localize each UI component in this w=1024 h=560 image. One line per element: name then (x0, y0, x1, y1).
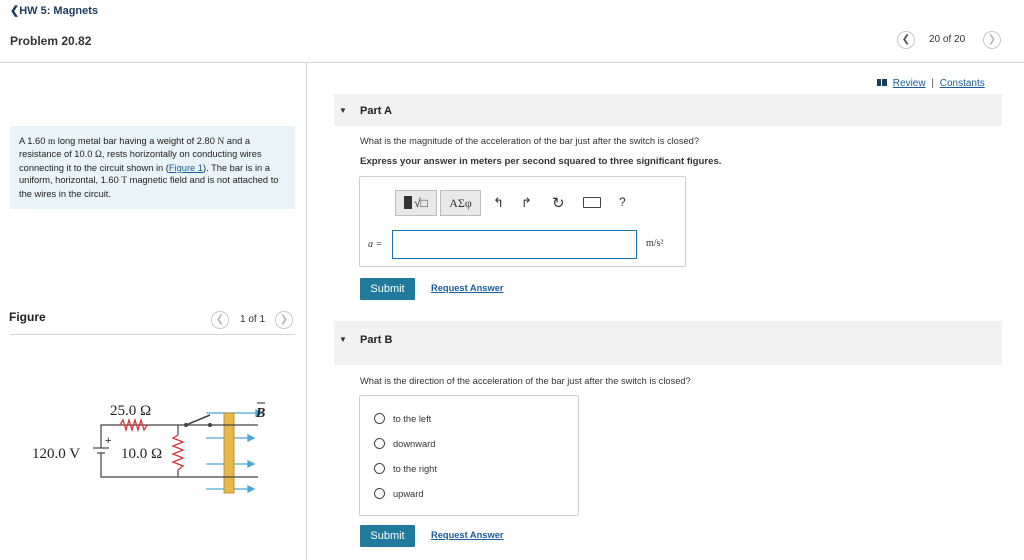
header-divider (0, 62, 1024, 63)
radio-button[interactable] (374, 413, 385, 424)
part-b-submit-button[interactable]: Submit (360, 525, 415, 547)
part-b-header[interactable] (334, 321, 1002, 365)
part-a-title: Part A (360, 105, 392, 117)
undo-icon[interactable]: ↰ (493, 195, 504, 210)
answer-input[interactable] (392, 230, 637, 259)
back-to-assignment-link[interactable]: ❮HW 5: Magnets (10, 5, 99, 17)
radio-button[interactable] (374, 438, 385, 449)
templates-button[interactable]: √□ (395, 190, 437, 216)
problem-statement: A 1.60 m long metal bar having a weight of 2.80 N and a resistance of 10.0 Ω, rests horizontally on conducting wires connecting it to the circuit shown in (Figure 1). The bar is in a uniform, horizontal, 1.60 T magnetic field and is not attached to the wires in the circuit. (10, 126, 295, 209)
review-link[interactable]: Review (892, 78, 926, 89)
redo-icon[interactable]: ↱ (521, 195, 532, 210)
circuit-diagram (28, 395, 268, 505)
answer-entry-box (359, 176, 686, 267)
figure-divider (10, 334, 295, 335)
collapse-caret-icon: ▼ (339, 335, 347, 344)
problem-pager-text: 20 of 20 (929, 34, 966, 45)
variable-label: a = (368, 239, 383, 250)
chevron-left-icon: ❮ (901, 34, 911, 45)
chevron-left-icon: ❮ (215, 314, 225, 325)
resistor-10-ohm (173, 435, 183, 470)
figure-next-button[interactable] (275, 311, 293, 329)
r1-label: 25.0 Ω (110, 403, 152, 419)
reset-icon[interactable]: ↻ (552, 195, 565, 212)
bottom-wire (101, 461, 200, 477)
part-a-header[interactable] (334, 94, 1002, 126)
plus-sign: + (105, 435, 112, 447)
field-arrowhead (248, 486, 254, 492)
keyboard-icon[interactable] (583, 197, 601, 208)
part-a-question: What is the magnitude of the acceleration of the bar just after the switch is closed? (360, 136, 700, 146)
constants-link[interactable]: Constants (939, 78, 985, 89)
help-icon[interactable]: ? (619, 195, 626, 209)
field-arrowhead (248, 435, 254, 441)
part-a-submit-button[interactable]: Submit (360, 278, 415, 300)
symbols-button[interactable]: ΑΣφ (440, 190, 481, 216)
previous-problem-button[interactable] (897, 31, 915, 49)
field-arrowhead (248, 461, 254, 467)
choice-upward[interactable]: upward (374, 488, 424, 499)
unit-label: m/s² (646, 238, 664, 249)
chevron-right-icon: ❯ (987, 34, 997, 45)
part-b-question: What is the direction of the acceleration of the bar just after the switch is closed? (360, 376, 691, 386)
next-problem-button[interactable] (983, 31, 1001, 49)
problem-title: Problem 20.82 (10, 34, 92, 48)
switch-arm (186, 415, 210, 425)
figure-prev-button[interactable] (211, 311, 229, 329)
part-b-title: Part B (360, 334, 393, 346)
battery-label: 120.0 V (32, 446, 81, 462)
figure-heading: Figure (9, 310, 46, 324)
choice-to-the-left[interactable]: to the left (374, 413, 431, 424)
panel-divider (306, 62, 307, 560)
chevron-right-icon: ❯ (279, 314, 289, 325)
figure-pager-text: 1 of 1 (240, 314, 266, 325)
figure-1-link[interactable]: Figure 1 (168, 162, 203, 173)
top-wire (101, 425, 200, 439)
radio-button[interactable] (374, 463, 385, 474)
part-b-request-answer-link[interactable]: Request Answer (431, 530, 504, 540)
review-constants-bar (876, 78, 985, 89)
template-icon (404, 196, 412, 209)
book-icon (876, 79, 887, 86)
choice-to-the-right[interactable]: to the right (374, 463, 437, 474)
collapse-caret-icon: ▼ (339, 106, 347, 115)
part-a-request-answer-link[interactable]: Request Answer (431, 283, 504, 293)
choice-downward[interactable]: downward (374, 438, 435, 449)
field-label: B (256, 406, 266, 421)
r2-label: 10.0 Ω (121, 446, 163, 462)
radio-button[interactable] (374, 488, 385, 499)
part-a-instruction: Express your answer in meters per second squared to three significant figures. (360, 156, 722, 167)
separator: | (931, 78, 934, 89)
direction-choices (359, 395, 579, 516)
